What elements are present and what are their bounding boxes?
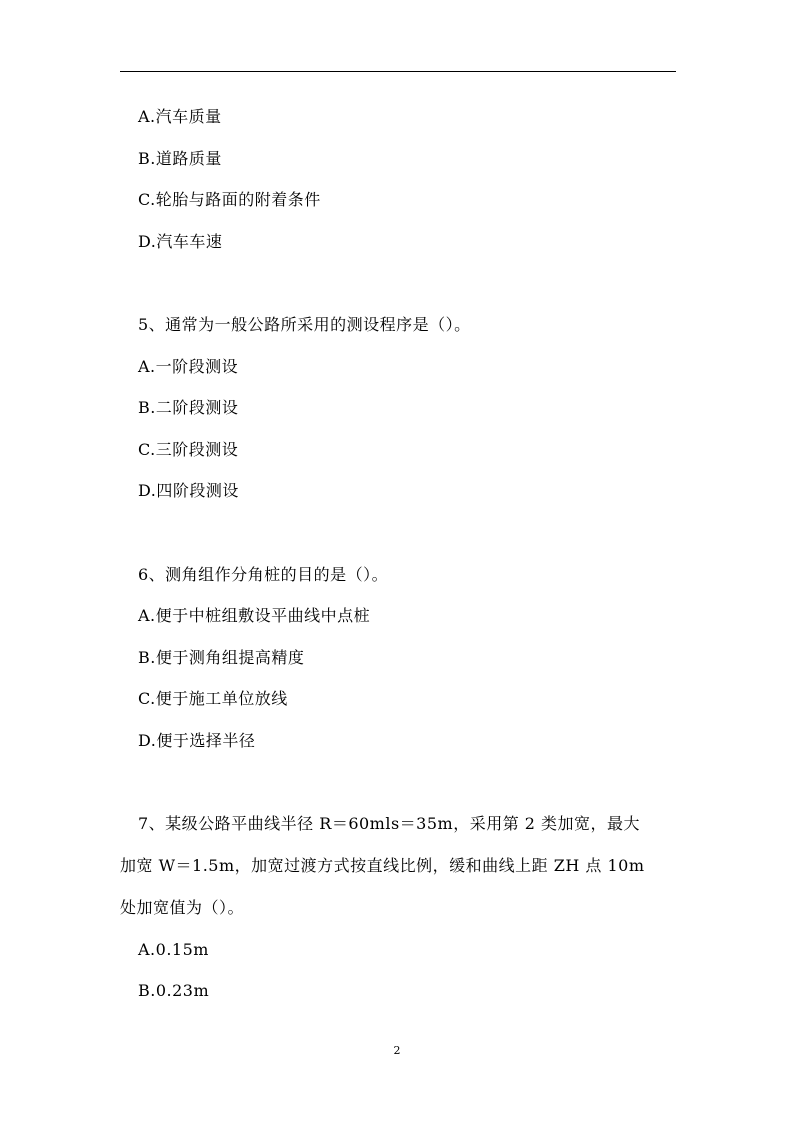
q6-option-a: A.便于中桩组敷设平曲线中点桩 [138, 606, 371, 625]
q4-option-a: A.汽车质量 [138, 107, 222, 126]
q6-option-d: D.便于选择半径 [138, 731, 256, 750]
q7-option-b: B.0.23m [138, 981, 210, 1000]
q4-option-c: C.轮胎与路面的附着条件 [138, 190, 321, 209]
header-rule [120, 71, 676, 72]
q5-option-b: B.二阶段测设 [138, 398, 239, 417]
q7-question-line-1: 7、某级公路平曲线半径 R＝60mls＝35m，采用第 2 类加宽，最大 [138, 814, 641, 833]
q7-option-a: A.0.15m [138, 940, 209, 959]
q7-question-line-3: 处加宽值为（）。 [120, 898, 245, 917]
q5-option-a: A.一阶段测设 [138, 357, 239, 376]
q5-question: 5、通常为一般公路所采用的测设程序是（）。 [138, 315, 471, 334]
q6-option-c: C.便于施工单位放线 [138, 689, 288, 708]
q4-option-d: D.汽车车速 [138, 232, 223, 251]
q7-question-line-2: 加宽 W＝1.5m，加宽过渡方式按直线比例，缓和曲线上距 ZH 点 10m [120, 856, 645, 875]
q5-option-c: C.三阶段测设 [138, 440, 239, 459]
page-number: 2 [393, 1044, 401, 1057]
q6-option-b: B.便于测角组提高精度 [138, 648, 305, 667]
q4-option-b: B.道路质量 [138, 149, 222, 168]
q5-option-d: D.四阶段测设 [138, 481, 239, 500]
q6-question: 6、测角组作分角桩的目的是（）。 [138, 565, 389, 584]
